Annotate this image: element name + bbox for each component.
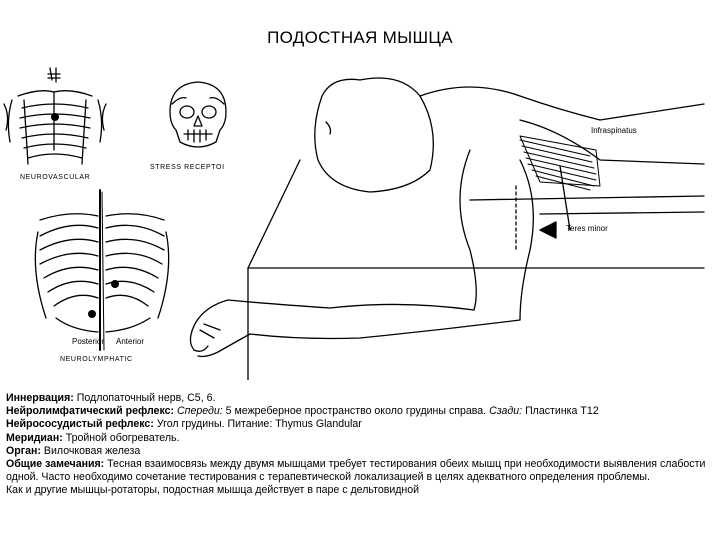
nv-reflex-text: Угол грудины. Питание: Thymus Glandular	[156, 418, 362, 431]
nl-front-text: 5 межреберное пространство около грудины справа.	[225, 405, 487, 418]
label-infraspinatus: Infraspinatus	[591, 126, 637, 135]
label-anterior: Anterior	[116, 337, 145, 346]
notes-text: Тесная взаимосвязь между двумя мышцами требует тестирования обеих мышц при необходимости выявления слабости одной. Часто необходимо сочетание тестирования с терапевтической локализацией в целях адекватного определения проблемы.	[6, 458, 706, 484]
organ-label: Орган:	[6, 444, 41, 457]
label-neurolymphatic: NEUROLYMPHATIC	[60, 356, 133, 363]
neurovascular-line	[6, 418, 706, 431]
notes-line	[6, 458, 706, 484]
innervation-text: Подлопаточный нерв, C5, 6.	[76, 392, 216, 404]
label-neurovascular: NEUROVASCULAR	[20, 174, 91, 181]
muscle-test-figure	[190, 78, 704, 380]
innervation-line	[6, 392, 706, 405]
neurolymphatic-posterior-point	[88, 310, 96, 318]
neurovascular-point	[51, 113, 59, 121]
nl-front-label: Спереди:	[176, 405, 223, 418]
meridian-line	[6, 432, 706, 445]
neurolymphatic-line	[6, 405, 706, 418]
label-stress-receptor: STRESS RECEPTOI	[150, 164, 225, 171]
label-teres-minor: Teres minor	[566, 224, 608, 233]
neurolymphatic-ribcage-figure	[35, 190, 168, 350]
nl-back-label: Сзади:	[489, 405, 523, 418]
nl-reflex-label: Нейролимфатический рефлекс:	[6, 405, 175, 418]
meridian-text: Тройной обогреватель.	[65, 431, 180, 444]
organ-line	[6, 445, 706, 458]
page-title: ПОДОСТНАЯ МЫШЦА	[267, 28, 453, 47]
neurolymphatic-anterior-point	[111, 280, 119, 288]
meridian-label: Меридиан:	[6, 431, 63, 444]
skull-figure	[170, 82, 226, 147]
notes-label: Общие замечания:	[6, 458, 105, 471]
innervation-label: Иннервация:	[6, 392, 74, 404]
description-block	[6, 392, 706, 498]
nv-reflex-label: Нейрососудистый рефлекс:	[6, 418, 154, 431]
label-posterior: Posterior	[72, 337, 105, 346]
organ-text: Вилочковая железа	[43, 444, 141, 457]
last-line: Как и другие мышцы-ротаторы, подостная мышца действует в паре с дельтовидной	[6, 484, 420, 497]
nl-back-text: Пластинка Т12	[525, 405, 599, 418]
